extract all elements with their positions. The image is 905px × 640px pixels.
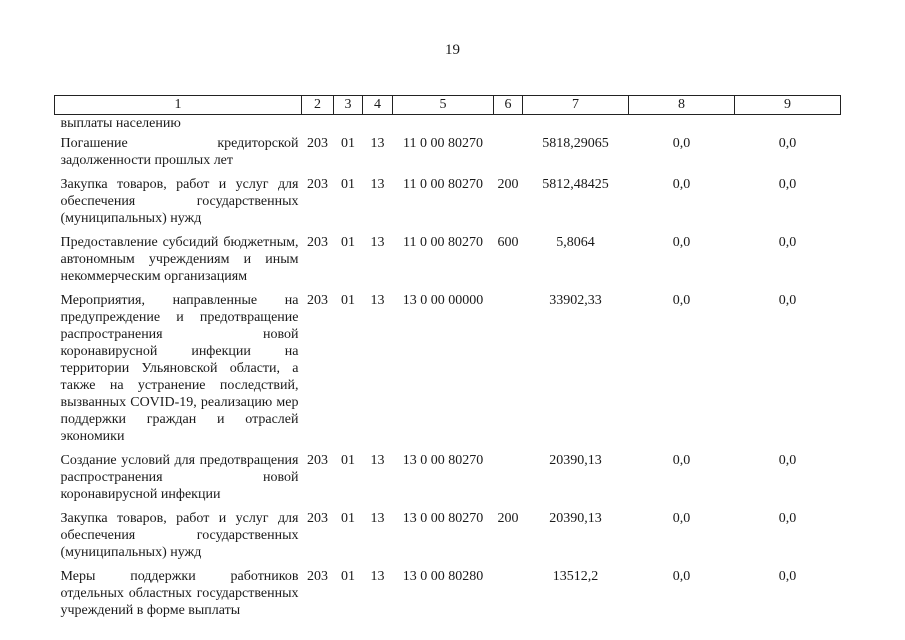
table-row: [55, 173, 841, 231]
row-name: Закупка товаров, работ и услуг для обеспечения государственных (муниципальных) нужд: [60, 177, 299, 226]
cell-c6: [494, 449, 523, 507]
cell-c9: 0,0: [778, 569, 797, 584]
cell-c8: 0,0: [672, 453, 691, 468]
column-header: 3: [334, 96, 363, 115]
cell-c7: 13512,2: [552, 569, 599, 584]
cell-c2: 203: [307, 136, 328, 151]
cell-c9: 0,0: [778, 453, 797, 468]
column-header: 5: [393, 96, 494, 115]
cell-c5: 11 0 00 80270: [403, 177, 483, 192]
cell-c4: 13: [370, 177, 385, 192]
column-header: 2: [302, 96, 334, 115]
cell-c8: 0,0: [672, 511, 691, 526]
cell-c3: 01: [341, 177, 355, 192]
cell-c8: 0,0: [672, 235, 691, 250]
cell-c8: 0,0: [672, 177, 691, 192]
cell-c9: 0,0: [778, 136, 797, 151]
cell-c4: 13: [370, 235, 385, 250]
cell-c4: 13: [370, 293, 385, 308]
cell-c8: 0,0: [672, 569, 691, 584]
cell-c7: 5818,29065: [542, 136, 609, 151]
cell-c6: 200: [497, 511, 519, 526]
column-header: 8: [629, 96, 735, 115]
table-row: [55, 449, 841, 507]
continuation-text: выплаты населению: [60, 116, 181, 131]
cell-c8: 0,0: [672, 293, 691, 308]
cell-c6: [494, 132, 523, 173]
cell-c9: 0,0: [778, 235, 797, 250]
cell-c4: 13: [370, 511, 385, 526]
cell-c6: 200: [497, 177, 519, 192]
cell-c4: 13: [370, 569, 385, 584]
column-header: 7: [523, 96, 629, 115]
cell-c3: 01: [341, 453, 355, 468]
table-row: [55, 507, 841, 565]
table-header-row: [55, 96, 841, 115]
table-row: [55, 289, 841, 449]
cell-c3: 01: [341, 235, 355, 250]
cell-c7: 20390,13: [549, 453, 602, 468]
cell-c3: 01: [341, 569, 355, 584]
cell-c6: [494, 289, 523, 449]
cell-c2: 203: [307, 235, 328, 250]
cell-c5: 13 0 00 80270: [402, 511, 484, 526]
column-header: 4: [363, 96, 393, 115]
budget-table: [54, 95, 841, 623]
cell-c6: [494, 565, 523, 623]
cell-c9: 0,0: [778, 293, 797, 308]
cell-c5: 11 0 00 80270: [403, 235, 483, 250]
cell-c6: 600: [497, 235, 519, 250]
cell-c3: 01: [341, 511, 355, 526]
cell-c2: 203: [307, 177, 328, 192]
column-header: 1: [55, 96, 302, 115]
table-row: [55, 231, 841, 289]
cell-c2: 203: [307, 293, 328, 308]
cell-c5: 13 0 00 80270: [402, 453, 484, 468]
table-row: [55, 132, 841, 173]
row-name: Мероприятия, направленные на предупреждение и предотвращение распространения новой коронавирусной инфекции на территории Ульяновской области, а также на устранение последствий, вызванных COVID-19, реализацию мер поддержки граждан и отраслей экономики: [60, 293, 299, 444]
cell-c7: 33902,33: [549, 293, 602, 308]
table-row: [55, 565, 841, 623]
row-name: Предоставление субсидий бюджетным, автономным учреждениям и иным некоммерческим организациям: [60, 235, 299, 284]
cell-c5: 11 0 00 80270: [403, 136, 483, 151]
cell-c2: 203: [307, 453, 328, 468]
page-number: 19: [445, 42, 460, 58]
cell-c2: 203: [307, 569, 328, 584]
cell-c4: 13: [370, 136, 385, 151]
column-header: 9: [735, 96, 841, 115]
cell-c2: 203: [307, 511, 328, 526]
cell-c3: 01: [341, 293, 355, 308]
cell-c7: 5,8064: [556, 235, 595, 250]
cell-c9: 0,0: [778, 177, 797, 192]
continuation-row: [55, 115, 841, 133]
cell-c9: 0,0: [778, 511, 797, 526]
row-name: Закупка товаров, работ и услуг для обеспечения государственных (муниципальных) нужд: [60, 511, 299, 560]
cell-c7: 5812,48425: [542, 177, 609, 192]
row-name: Меры поддержки работников отдельных областных государственных учреждений в форме выплаты: [60, 569, 299, 618]
cell-c4: 13: [370, 453, 385, 468]
row-name: Создание условий для предотвращения распространения новой коронавирусной инфекции: [60, 453, 299, 502]
cell-c8: 0,0: [672, 136, 691, 151]
column-header: 6: [494, 96, 523, 115]
row-name: Погашение кредиторской задолженности прошлых лет: [60, 136, 299, 168]
cell-c5: 13 0 00 80280: [402, 569, 484, 584]
cell-c5: 13 0 00 00000: [402, 293, 484, 308]
cell-c7: 20390,13: [549, 511, 602, 526]
cell-c3: 01: [341, 136, 355, 151]
